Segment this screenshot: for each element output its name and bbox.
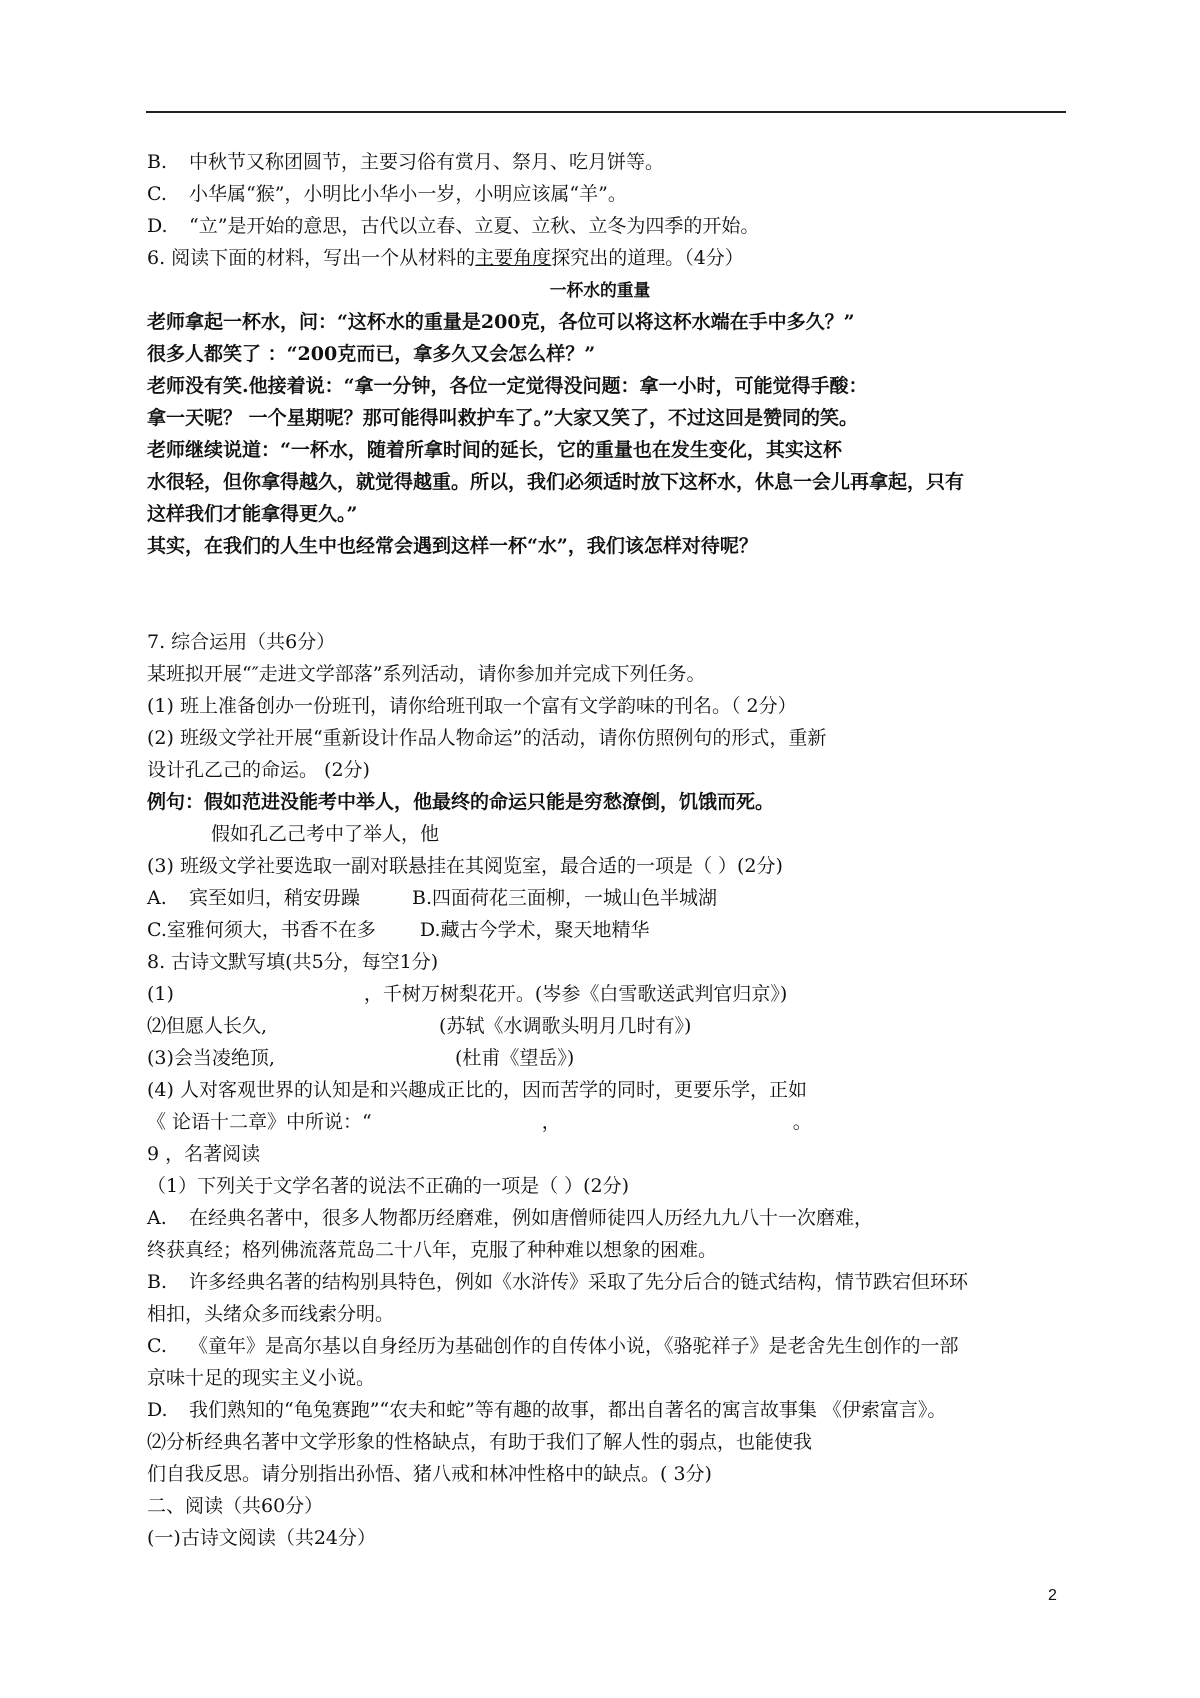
q8-line-3: (3)会当凌绝顶, (杜甫《望岳》) <box>147 1047 575 1069</box>
q5-option-c: C. 小华属“猴”，小明比小华小一岁，小明应该属“羊”。 <box>147 183 627 205</box>
section-2-subheading: (一)古诗文阅读（共24分） <box>147 1527 377 1549</box>
q6-question: 6. 阅读下面的材料，写出一个从材料的主要角度探究出的道理。（4分） <box>147 247 744 269</box>
q8-line-2: ⑵但愿人长久, (苏轼《水调歌头明月几时有》) <box>147 1015 692 1037</box>
q7-intro: 某班拟开展“″走进文学部落”系列活动，请你参加并完成下列任务。 <box>147 663 706 685</box>
q9-heading: 9 ，名著阅读 <box>147 1143 261 1165</box>
q6-passage-line: 拿一天呢？ 一个星期呢？那可能得叫救护车了。”大家又笑了，不过这回是赞同的笑。 <box>147 407 859 429</box>
q5-option-d: D. “立”是开始的意思，古代以立春、立夏、立秋、立冬为四季的开始。 <box>147 215 760 237</box>
q9-option-a-cont: 终获真经；格列佛流落荒岛二十八年，克服了种种难以想象的困难。 <box>147 1239 718 1261</box>
q6-passage-line: 很多人都笑了 ：“200克而已，拿多久又会怎么样？” <box>147 343 596 365</box>
q6-passage-title: 一杯水的重量 <box>549 280 651 300</box>
q6-passage-line: 老师继续说道：“一杯水，随着所拿时间的延长，它的重量也在发生变化，其实这杯 <box>147 439 842 461</box>
q9-task-2-cont: 们自我反思。请分别指出孙悟、猪八戒和林冲性格中的缺点。( 3分) <box>147 1463 712 1485</box>
q6-passage-line: 其实，在我们的人生中也经常会遇到这样一杯“水”，我们该怎样对待呢？ <box>147 535 758 557</box>
q8-line-1: (1) ，千树万树梨花开。(岑参《白雪歌送武判官归京》) <box>147 983 788 1005</box>
q9-task-2: ⑵分析经典名著中文学形象的性格缺点，有助于我们了解人性的弱点，也能使我 <box>147 1431 813 1453</box>
q5-option-b: B. 中秋节又称团圆节，主要习俗有赏月、祭月、吃月饼等。 <box>147 151 665 173</box>
q9-option-c: C. 《童年》是高尔基以自身经历为基础创作的自传体小说，《骆驼祥子》是老舍先生创作的一部 <box>147 1335 959 1357</box>
q7-fill-blank: 假如孔乙己考中了举人，他 <box>211 823 440 845</box>
q7-task-2: (2) 班级文学社开展“重新设计作品人物命运”的活动，请你仿照例句的形式，重新 <box>147 727 827 749</box>
q6-passage-line: 老师没有笑.他接着说：“拿一分钟，各位一定觉得没问题：拿一小时，可能觉得手酸： <box>147 375 868 397</box>
q9-task-1: （1）下列关于文学名著的说法不正确的一项是（ ）(2分) <box>147 1175 630 1197</box>
q9-option-d: D. 我们熟知的“龟兔赛跑”“农夫和蛇”等有趣的故事，都出自著名的寓言故事集 《伊索富言》。 <box>147 1399 947 1421</box>
q7-task-3: (3) 班级文学社要选取一副对联悬挂在其阅览室，最合适的一项是（ ）(2分) <box>147 855 783 877</box>
q8-line-4: (4) 人对客观世界的认知是和兴趣成正比的，因而苦学的同时，更要乐学，正如 <box>147 1079 807 1101</box>
q8-line-5: 《 论语十二章》中所说：“ ， 。 <box>147 1111 812 1133</box>
q7-options-cd: C.室雅何须大，书香不在多 D.藏古今学术，聚天地精华 <box>147 919 650 941</box>
q7-example: 例句：假如范进没能考中举人，他最终的命运只能是穷愁潦倒，饥饿而死。 <box>147 791 775 813</box>
q9-option-b-cont: 相扣，头绪众多而线索分明。 <box>147 1303 395 1325</box>
q6-underlined-term: 主要角度 <box>475 247 552 269</box>
q9-option-b: B. 许多经典名著的结构别具特色，例如《水浒传》采取了先分后合的链式结构，情节跌宕但环环 <box>147 1271 969 1293</box>
header-rule <box>146 111 1066 113</box>
page-number: 2 <box>1048 1587 1057 1604</box>
section-2-heading: 二、阅读（共60分） <box>147 1495 324 1517</box>
q9-option-c-cont: 京味十足的现实主义小说。 <box>147 1367 376 1389</box>
q7-task-1: (1) 班上准备创办一份班刊，请你给班刊取一个富有文学韵味的刊名。（ 2分） <box>147 695 797 717</box>
q9-option-a: A. 在经典名著中，很多人物都历经磨难，例如唐僧师徒四人历经九九八十一次磨难， <box>147 1207 874 1229</box>
q6-passage-line: 老师拿起一杯水，问：“这杯水的重量是200克，各位可以将这杯水端在手中多久？” <box>147 311 855 333</box>
q7-options-ab: A. 宾至如归，稍安毋躁 B.四面荷花三面柳，一城山色半城湖 <box>147 887 718 909</box>
q6-passage-line: 这样我们才能拿得更久。” <box>147 503 358 525</box>
q8-heading: 8. 古诗文默写填(共5分，每空1分) <box>147 951 439 973</box>
q7-heading: 7. 综合运用（共6分） <box>147 631 336 653</box>
q6-passage-line: 水很轻，但你拿得越久，就觉得越重。所以，我们必须适时放下这杯水，休息一会儿再拿起，只有 <box>147 471 965 493</box>
q7-task-2-cont: 设计孔乙己的命运。 (2分) <box>147 759 370 781</box>
